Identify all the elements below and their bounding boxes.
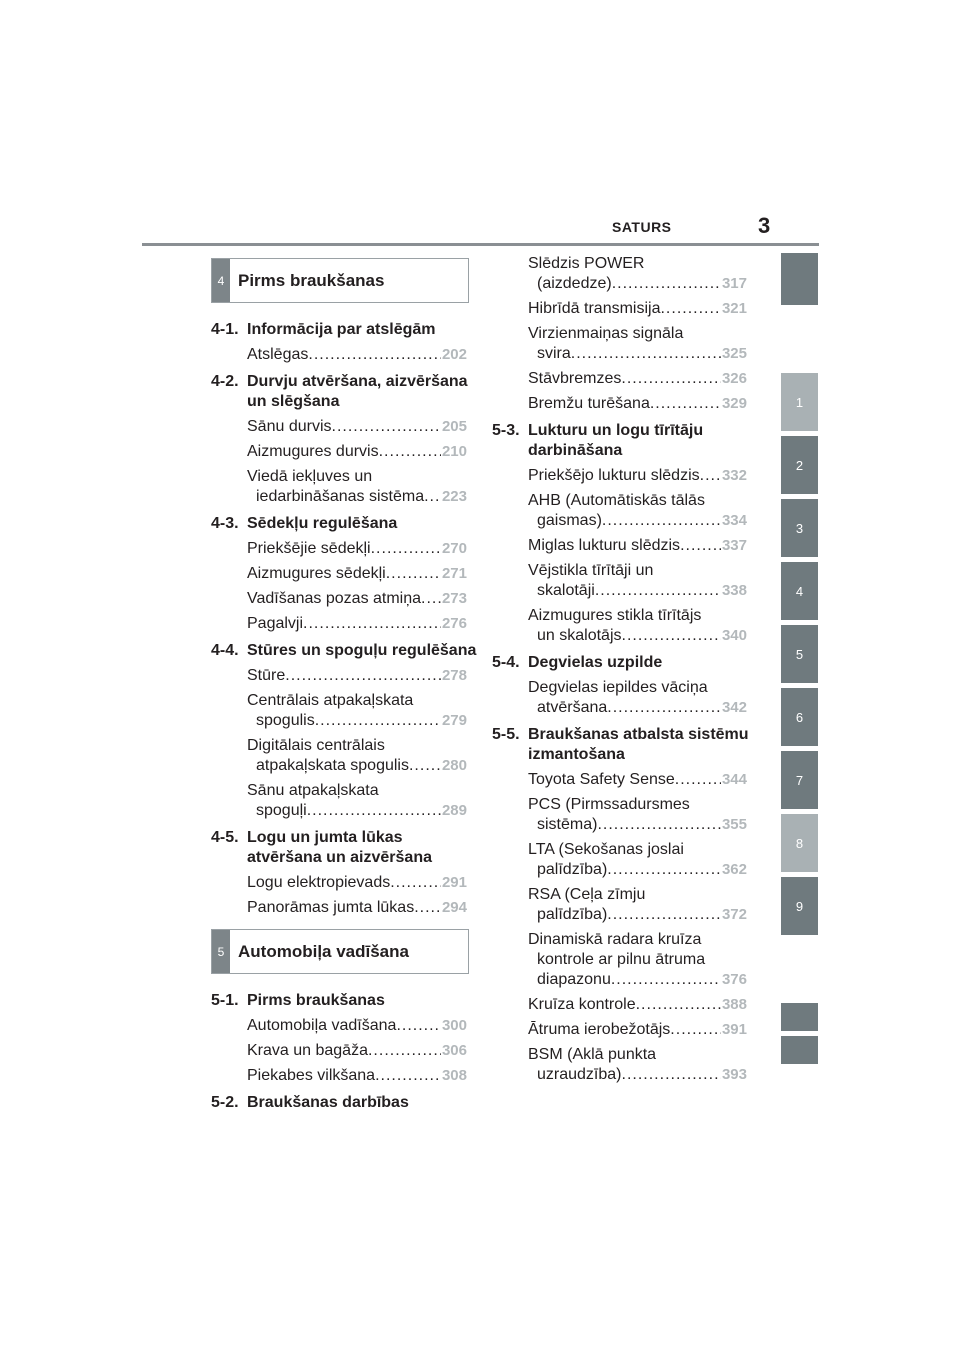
page-link: 300: [441, 1017, 467, 1034]
page-link: 306: [441, 1042, 467, 1059]
page-link: 210: [441, 443, 467, 460]
subsection-heading: 4-3. Sēdekļu regulēšana: [211, 515, 398, 532]
chapter-tab-5[interactable]: 5: [781, 625, 818, 683]
toc-entry-line: Aizmugures stikla tīrītājs: [528, 607, 702, 624]
section-title: Automobiļa vadīšana: [238, 941, 409, 961]
chapter-tab-6[interactable]: 6: [781, 688, 818, 746]
chapter-tab-4[interactable]: 4: [781, 562, 818, 620]
toc-entry[interactable]: Hibrīdā transmisija ..... 321: [528, 299, 747, 319]
toc-entry[interactable]: Miglas lukturu slēdzis ..... 337: [528, 536, 747, 556]
toc-entry[interactable]: uzraudzība) ..... 393: [537, 1065, 747, 1085]
page-link: 317: [721, 275, 747, 292]
toc-entry[interactable]: Stāvbremzes ..... 326: [528, 369, 747, 389]
toc-entry-line: Viedā iekļuves un: [247, 468, 373, 485]
toc-entry-line: BSM (Aklā punkta: [528, 1046, 657, 1063]
page-link: 334: [721, 512, 747, 529]
page-link: 270: [441, 540, 467, 557]
chapter-tab-7[interactable]: 7: [781, 751, 818, 809]
section-number: 5: [212, 930, 230, 973]
subsection-heading-cont: un slēgšana: [247, 393, 340, 410]
toc-entry[interactable]: Logu elektropievads ..... 291: [247, 873, 467, 893]
toc-entry[interactable]: palīdzība) ..... 372: [537, 905, 747, 925]
chapter-tab-blank-top[interactable]: [781, 253, 818, 305]
subsection-heading-cont: izmantošana: [528, 746, 625, 763]
subsection-heading: 4-4. Stūres un spoguļu regulēšana: [211, 642, 477, 659]
chapter-tab-8[interactable]: 8: [781, 814, 818, 872]
page-link: 308: [441, 1067, 467, 1084]
toc-entry[interactable]: Automobiļa vadīšana ..... 300: [247, 1016, 467, 1036]
page-link: 273: [441, 590, 467, 607]
section-4-heading: [211, 258, 469, 303]
toc-entry[interactable]: svira ..... 325: [537, 344, 747, 364]
page-link: 279: [441, 712, 467, 729]
page-link: 321: [721, 300, 747, 317]
page-link: 326: [721, 370, 747, 387]
page-link: 276: [441, 615, 467, 632]
toc-entry[interactable]: diapazonu ..... 376: [537, 970, 747, 990]
subsection-heading: 5-3. Lukturu un logu tīrītāju: [492, 422, 704, 439]
section-number: 4: [212, 259, 230, 302]
toc-entry[interactable]: Bremžu turēšana ..... 329: [528, 394, 747, 414]
page-link: 280: [441, 757, 467, 774]
toc-entry[interactable]: Toyota Safety Sense ..... 344: [528, 770, 747, 790]
chapter-tab-1[interactable]: 1: [781, 373, 818, 431]
toc-entry[interactable]: atpakaļskata spogulis ..... 280: [256, 756, 467, 776]
chapter-tab-2[interactable]: 2: [781, 436, 818, 494]
page-link: 332: [721, 467, 747, 484]
toc-entry-line: Centrālais atpakaļskata: [247, 692, 414, 709]
toc-entry-line: Degvielas iepildes vāciņa: [528, 679, 708, 696]
toc-entry[interactable]: Sānu durvis ..... 205: [247, 417, 467, 437]
page-header-title: SATURS: [612, 219, 672, 235]
toc-entry[interactable]: Panorāmas jumta lūkas ..... 294: [247, 898, 467, 918]
toc-entry-line: Dinamiskā radara kruīza: [528, 931, 702, 948]
page-link: 329: [721, 395, 747, 412]
page-link: 362: [721, 861, 747, 878]
toc-entry[interactable]: un skalotājs ..... 340: [537, 626, 747, 646]
page-link: 391: [721, 1021, 747, 1038]
page-link: 271: [441, 565, 467, 582]
page-link: 202: [441, 346, 467, 363]
chapter-tab-blank-b[interactable]: [781, 1036, 818, 1064]
subsection-heading: 4-1. Informācija par atslēgām: [211, 321, 436, 338]
toc-entry[interactable]: Pagalvji ..... 276: [247, 614, 467, 634]
page-link: 291: [441, 874, 467, 891]
subsection-heading: 5-2. Braukšanas darbības: [211, 1094, 409, 1111]
page-link: 325: [721, 345, 747, 362]
toc-entry[interactable]: Aizmugures sēdekļi ..... 271: [247, 564, 467, 584]
toc-entry[interactable]: spogulis ..... 279: [256, 711, 467, 731]
toc-entry-line: AHB (Automātiskās tālās: [528, 492, 705, 509]
toc-entry-line: LTA (Sekošanas joslai: [528, 841, 684, 858]
page-link: 376: [721, 971, 747, 988]
subsection-heading: 5-4. Degvielas uzpilde: [492, 654, 663, 671]
toc-entry[interactable]: Vadīšanas pozas atmiņa ..... 273: [247, 589, 467, 609]
toc-entry[interactable]: Piekabes vilkšana ..... 308: [247, 1066, 467, 1086]
page-number: 3: [758, 213, 771, 238]
toc-entry[interactable]: Kruīza kontrole ..... 388: [528, 995, 747, 1015]
page-link: 278: [441, 667, 467, 684]
section-title: Pirms braukšanas: [238, 270, 385, 290]
page-link: 205: [441, 418, 467, 435]
toc-entry[interactable]: iedarbināšanas sistēma ..... 223: [256, 487, 467, 507]
page-link: 337: [721, 537, 747, 554]
toc-entry[interactable]: gaismas) ..... 334: [537, 511, 747, 531]
toc-entry-line: Vējstikla tīrītāji un: [528, 562, 654, 579]
section-5-heading: [211, 929, 469, 974]
toc-entry[interactable]: Priekšējo lukturu slēdzis ..... 332: [528, 466, 747, 486]
page-link: 294: [441, 899, 467, 916]
toc-entry[interactable]: sistēma) ..... 355: [537, 815, 747, 835]
page-link: 338: [721, 582, 747, 599]
subsection-heading-cont: darbināšana: [528, 442, 623, 459]
header-divider: [142, 243, 819, 246]
toc-entry[interactable]: Stūre ..... 278: [247, 666, 467, 686]
page-link: 388: [721, 996, 747, 1013]
subsection-heading: 5-1. Pirms braukšanas: [211, 992, 385, 1009]
page-link: 342: [721, 699, 747, 716]
toc-entry[interactable]: Priekšējie sēdekļi ..... 270: [247, 539, 467, 559]
toc-entry[interactable]: Atslēgas ..... 202: [247, 345, 467, 365]
toc-entry-line: Virzienmaiņas signāla: [528, 325, 684, 342]
page-link: 289: [441, 802, 467, 819]
toc-entry-line: Digitālais centrālais: [247, 737, 385, 754]
toc-entry-line: kontrole ar pilnu ātruma: [537, 951, 706, 968]
page-link: 355: [721, 816, 747, 833]
page-link: 344: [721, 771, 747, 788]
toc-entry[interactable]: atvēršana ..... 342: [537, 698, 747, 718]
toc-entry[interactable]: skalotāji ..... 338: [537, 581, 747, 601]
page-link: 372: [721, 906, 747, 923]
chapter-tab-blank-a[interactable]: [781, 1003, 818, 1031]
toc-entry[interactable]: spoguļi ..... 289: [256, 801, 467, 821]
subsection-heading: 4-2. Durvju atvēršana, aizvēršana: [211, 373, 468, 390]
toc-entry-line: PCS (Pirmssadursmes: [528, 796, 690, 813]
toc-entry-line: Slēdzis POWER: [528, 255, 645, 272]
toc-entry-line: RSA (Ceļa zīmju: [528, 886, 646, 903]
subsection-heading: 4-5. Logu un jumta lūkas: [211, 829, 403, 846]
chapter-tab-3[interactable]: 3: [781, 499, 818, 557]
toc-entry[interactable]: palīdzība) ..... 362: [537, 860, 747, 880]
chapter-tab-9[interactable]: 9: [781, 877, 818, 935]
page-link: 340: [721, 627, 747, 644]
page-link: 223: [441, 488, 467, 505]
subsection-heading: 5-5. Braukšanas atbalsta sistēmu: [492, 726, 749, 743]
toc-entry[interactable]: Krava un bagāža ..... 306: [247, 1041, 467, 1061]
toc-entry[interactable]: Ātruma ierobežotājs ..... 391: [528, 1020, 747, 1040]
toc-entry[interactable]: Aizmugures durvis ..... 210: [247, 442, 467, 462]
toc-entry-line: Sānu atpakaļskata: [247, 782, 379, 799]
page-link: 393: [721, 1066, 747, 1083]
toc-entry[interactable]: (aizdedze) ..... 317: [537, 274, 747, 294]
subsection-heading-cont: atvēršana un aizvēršana: [247, 849, 432, 866]
